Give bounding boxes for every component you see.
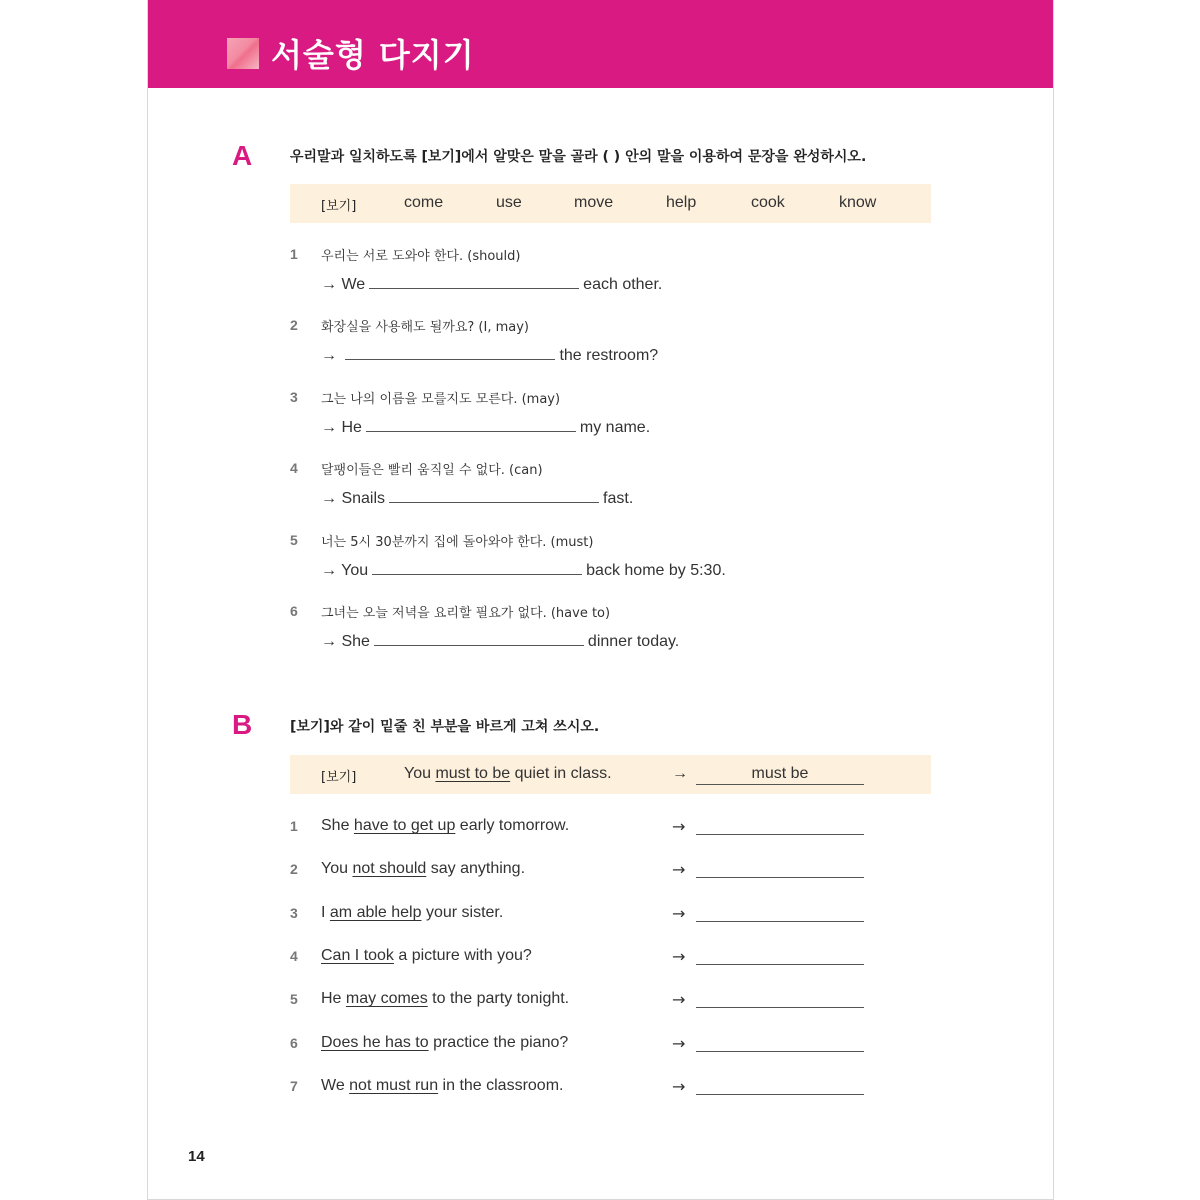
question-number: 4 <box>290 460 298 476</box>
header-square-icon <box>227 38 259 69</box>
question-number: 5 <box>290 991 298 1007</box>
answer-blank[interactable] <box>696 1051 864 1052</box>
word-option: come <box>404 194 444 211</box>
answer-blank[interactable] <box>374 631 584 646</box>
page-number: 14 <box>188 1148 205 1165</box>
question-number: 7 <box>290 1078 298 1094</box>
question-number: 1 <box>290 246 298 262</box>
page-title: 서술형 다지기 <box>271 36 475 74</box>
answer-line: → She dinner today. <box>321 633 680 650</box>
answer-blank[interactable] <box>366 417 576 432</box>
answer-blank[interactable] <box>369 274 579 289</box>
arrow-icon: → <box>672 947 686 966</box>
arrow-icon: → <box>672 904 686 923</box>
answer-blank[interactable] <box>389 488 599 503</box>
section-a-letter: A <box>232 140 253 171</box>
arrow-icon: → <box>672 1077 686 1096</box>
arrow-icon: → <box>321 562 337 579</box>
answer-line: → We each other. <box>321 276 663 293</box>
arrow-icon: → <box>672 990 686 1009</box>
page-header <box>148 0 1053 88</box>
answer-blank[interactable] <box>696 877 864 878</box>
arrow-icon: → <box>672 860 686 879</box>
word-option: use <box>496 194 522 211</box>
question-sentence: Does he has to practice the piano? <box>321 1034 569 1051</box>
word-box-label: [보기] <box>321 199 357 214</box>
answer-blank[interactable] <box>696 1007 864 1008</box>
question-korean: 달팽이들은 빨리 움직일 수 없다. (can) <box>321 463 543 478</box>
section-b-instruction: [보기]와 같이 밑줄 친 부분을 바르게 고쳐 쓰시오. <box>290 719 600 735</box>
question-sentence: Can I took a picture with you? <box>321 947 532 964</box>
question-number: 3 <box>290 905 298 921</box>
question-number: 2 <box>290 317 298 333</box>
worksheet-page <box>147 0 1054 1200</box>
answer-blank[interactable] <box>696 1094 864 1095</box>
question-sentence: We not must run in the classroom. <box>321 1077 564 1094</box>
question-number: 6 <box>290 603 298 619</box>
arrow-icon: → <box>672 817 686 836</box>
word-option: know <box>839 194 877 211</box>
section-a-word-box <box>290 184 931 223</box>
answer-blank[interactable] <box>696 834 864 835</box>
question-number: 3 <box>290 389 298 405</box>
example-answer: must be <box>696 765 864 785</box>
question-korean: 그는 나의 이름을 모를지도 모른다. (may) <box>321 392 561 407</box>
arrow-icon: → <box>321 419 337 436</box>
arrow-icon: → <box>672 765 688 782</box>
question-number: 1 <box>290 818 298 834</box>
section-a-instruction: 우리말과 일치하도록 [보기]에서 알맞은 말을 골라 ( ) 안의 말을 이용하여 문장을 완성하시오. <box>290 149 867 165</box>
question-sentence: I am able help your sister. <box>321 904 504 921</box>
question-number: 6 <box>290 1035 298 1051</box>
question-korean: 그녀는 오늘 저녁을 요리할 필요가 없다. (have to) <box>321 606 611 621</box>
example-sentence: You must to be quiet in class. <box>404 765 612 782</box>
answer-line: → Snails fast. <box>321 490 634 507</box>
arrow-icon: → <box>672 1034 686 1053</box>
answer-line: → the restroom? <box>321 347 659 364</box>
arrow-icon: → <box>321 633 337 650</box>
answer-blank[interactable] <box>372 560 582 575</box>
answer-blank[interactable] <box>696 921 864 922</box>
answer-blank[interactable] <box>345 345 555 360</box>
example-label: [보기] <box>321 770 357 785</box>
question-sentence: He may comes to the party tonight. <box>321 990 570 1007</box>
question-number: 2 <box>290 861 298 877</box>
word-option: move <box>574 194 614 211</box>
question-number: 4 <box>290 948 298 964</box>
question-sentence: She have to get up early tomorrow. <box>321 817 570 834</box>
section-b-letter: B <box>232 709 253 740</box>
answer-line: → You back home by 5:30. <box>321 562 726 579</box>
word-option: help <box>666 194 697 211</box>
arrow-icon: → <box>321 276 337 293</box>
word-option: cook <box>751 194 785 211</box>
arrow-icon: → <box>321 490 337 507</box>
question-number: 5 <box>290 532 298 548</box>
question-korean: 너는 5시 30분까지 집에 돌아와야 한다. (must) <box>321 535 594 550</box>
arrow-icon: → <box>321 347 337 364</box>
question-korean: 화장실을 사용해도 될까요? (I, may) <box>321 320 530 335</box>
question-korean: 우리는 서로 도와야 한다. (should) <box>321 249 521 264</box>
answer-blank[interactable] <box>696 964 864 965</box>
answer-line: → He my name. <box>321 419 651 436</box>
question-sentence: You not should say anything. <box>321 860 526 877</box>
section-b-example-box <box>290 755 931 794</box>
